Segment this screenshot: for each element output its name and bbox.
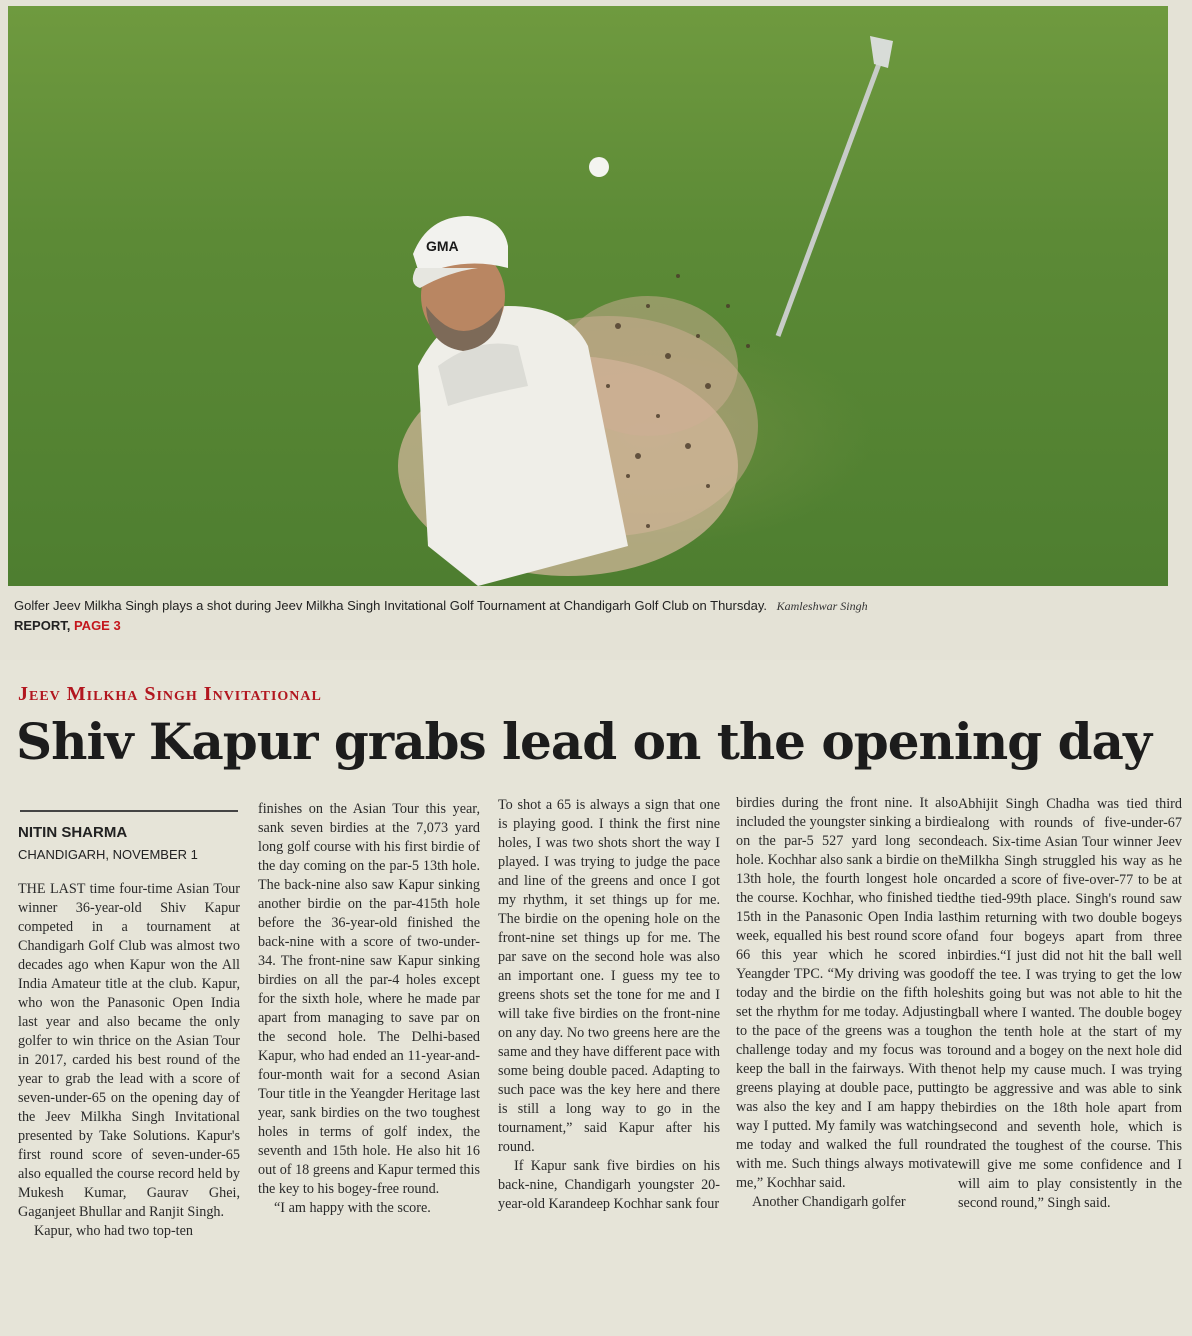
column-1-paragraph-1: THE LAST time four-time Asian Tour winner 36-year-old Shiv Kapur competed in a tournament at Chandigarh Golf Club was almost two decades ago when Kapur won the All India Amateur title at the club. Kapur, who won the Panasonic Open India last year and also became the only golfer to win thrice on the Asian Tour in 2017, carded his best round of the year to grab the lead with a score of seven-under-65 on the opening day of the Jeev Milkha Singh Invitational presented by Take Solutions. Kapur's first round score of seven-under-65 also equalled the course record held by Mukesh Kumar, Gaurav Ghei, Gaganjeet Bhullar and Ranjit Singh. <box>18 881 240 1220</box>
column-5-paragraph-1: Abhijit Singh Chadha was tied third along with rounds of five-under-67 each. Six-time Asian Tour winner Jeev Milkha Singh struggled his way as he carded a score of five-over-77 to be at the tied-99th place. Singh's round saw him returning with two double bogeys and four bogeys apart from three birdies.“I just did not hit the ball well off the tee. I was trying to get the low shits going but was not able to hit the ball where I wanted. The double bogey on the tenth hole at the start of my round and a bogey on the next hole did not help my cause much. I was trying to be aggressive and was able to sink birdies on the 18th hole apart from second and seventh hole, which is rated the toughest of the course. This will give me some confidence and I will aim to play consistently in the second round,” Singh said. <box>958 796 1182 1211</box>
report-label: REPORT, <box>14 618 71 633</box>
column-3-paragraph-1: To shot a 65 is always a sign that one is playing good. I think the first nine holes, I was two shots short the way I played. I was trying to judge the pace and line of the greens and once I got my rhythm, it set things up for me. The birdie on the opening hole on the front-nine set things up for me. The par save on the second hole was also an important one. I guess my tee to greens shots set the tone for me and I will take five birdies on the front-nine on any day. No two greens here are the same and they have different pace with some being double paced. Adapting to such pace was the key here and there is still a long way to go in the tournament,” said Kapur after his round. <box>498 797 720 1155</box>
column-4-paragraph-2: Another Chandigarh golfer <box>752 1194 906 1210</box>
column-2-paragraph-2: “I am happy with the score. <box>274 1200 431 1216</box>
column-3-paragraph-2: If Kapur sank five birdies on his back-nine, Chandigarh youngster 20-year-old Karandeep Kochhar sank four <box>498 1158 720 1212</box>
article-kicker: Jeev Milkha Singh Invitational <box>18 683 322 705</box>
photo-clipping <box>0 0 1192 660</box>
article-column-5 <box>958 795 1182 1213</box>
article-column-3 <box>498 796 720 1214</box>
byline-rule <box>20 810 238 812</box>
article-column-2 <box>258 800 480 1218</box>
dateline: CHANDIGARH, NOVEMBER 1 <box>18 847 198 862</box>
page-reference: PAGE 3 <box>73 618 121 633</box>
golfer-illustration <box>8 6 1168 586</box>
column-2-paragraph-1: finishes on the Asian Tour this year, sank seven birdies at the 7,073 yard long golf course with his first birdie of the day coming on the par-5 13th hole. The back-nine also saw Kapur sinking another birdie on the par-415th hole before the 36-year-old finished the back-nine with a score of two-under-34. The front-nine saw Kapur sinking birdies on all the par-4 holes except for the sixth hole, where he made par apart from managing to save par on the second hole. The Delhi-based Kapur, who had ended an 11-year-and-four-month wait for a second Asian Tour title in the Yeangder Heritage last year, sank birdies on the two toughest holes in terms of golf index, the seventh and 15th hole. He also hit 16 out of 18 greens and Kapur termed this the key to his bogey-free round. <box>258 801 480 1197</box>
article-headline: Shiv Kapur grabs lead on the opening day <box>16 712 1151 771</box>
cap-logo: GMA <box>426 238 459 254</box>
caption-text: Golfer Jeev Milkha Singh plays a shot during Jeev Milkha Singh Invitational Golf Tournament at Chandigarh Golf Club on Thursday. <box>14 598 767 613</box>
byline: NITIN SHARMA <box>18 824 128 841</box>
article-column-1 <box>18 880 240 1241</box>
column-1-paragraph-2: Kapur, who had two top-ten <box>34 1223 194 1239</box>
golf-photo <box>8 6 1168 586</box>
photo-caption <box>14 596 1174 635</box>
article-column-4 <box>736 794 958 1212</box>
column-4-paragraph-1: birdies during the front nine. It also included the youngster sinking a birdie on the par-5 527 yard long second hole. Kochhar also sank a birdie on the 13th hole, the fourth longest hole on the course. Kochhar, who finished tied 15th in the Panasonic Open India last week, equalled his best round score of 66 this year which he scored in Yeangder TPC. “My driving was good today and the birdie on the fifth hole set the rhythm for me today. Adjusting to the pace of the greens was a tough challenge today and my focus was to keep the ball in the fairways. With the greens playing at double pace, putting was also the key and I am happy the way I putted. My family was watching me today and walked the full round with me. Such things always motivate me,” Kochhar said. <box>736 795 958 1191</box>
photo-credit: Kamleshwar Singh <box>776 599 868 613</box>
